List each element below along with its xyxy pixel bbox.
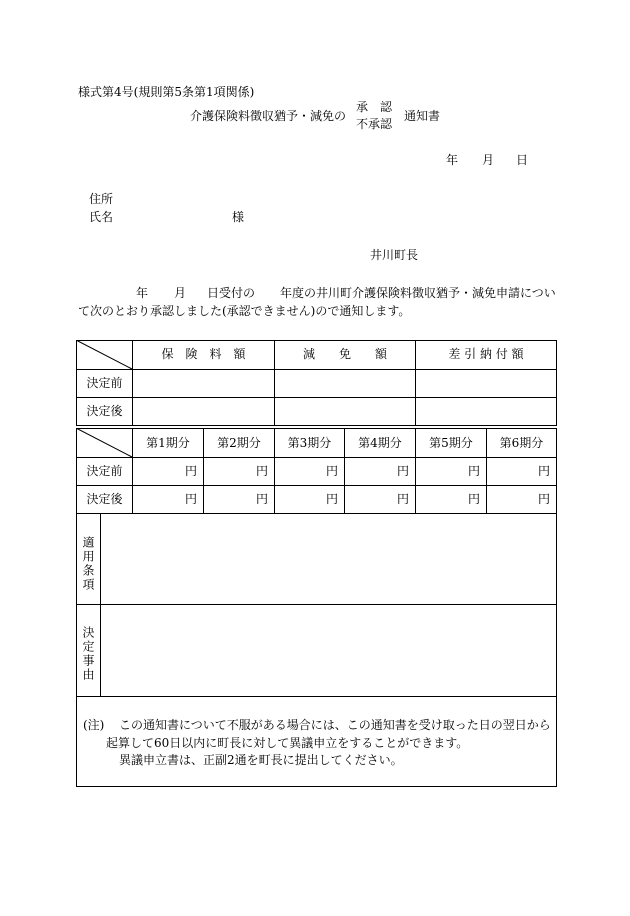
header-period-4: 第4期分 bbox=[358, 436, 402, 450]
yen-unit: 円 bbox=[537, 464, 550, 478]
yen-unit: 円 bbox=[325, 492, 338, 506]
row-label-before: 決定前 bbox=[86, 464, 123, 478]
yen-unit: 円 bbox=[255, 464, 268, 478]
applicable-clause-label: 適用条項 bbox=[81, 536, 95, 592]
yen-unit: 円 bbox=[255, 492, 268, 506]
body-line2: て次のとおり承認しました(承認できません)ので通知します。 bbox=[78, 304, 411, 318]
note-line-1: この通知書について不服がある場合には、この通知書を受け取った日の翌日から bbox=[119, 718, 551, 732]
date-month: 月 bbox=[482, 153, 495, 167]
header-premium: 保 険 料 額 bbox=[161, 347, 246, 361]
yen-unit: 円 bbox=[184, 492, 197, 506]
issuer: 井川町長 bbox=[370, 248, 419, 262]
body-day-received: 日受付の bbox=[207, 286, 256, 300]
yen-unit: 円 bbox=[396, 464, 409, 478]
date-year: 年 bbox=[446, 153, 459, 167]
yen-unit: 円 bbox=[184, 464, 197, 478]
diagonal-header-cell bbox=[76, 428, 133, 458]
body-line1-rest: 年度の井川町介護保険料徴収猶予・減免申請につい bbox=[280, 286, 556, 300]
diagonal-header-cell bbox=[76, 340, 133, 370]
note-line-3: 異議申立書は、正副2通を町長に提出してください。 bbox=[119, 753, 403, 767]
title-option-approve: 承 認 bbox=[356, 100, 393, 114]
yen-unit: 円 bbox=[467, 492, 480, 506]
title-suffix: 通知書 bbox=[404, 109, 441, 123]
decision-reason-label: 決定事由 bbox=[81, 626, 95, 682]
note-line-2: 起算して60日以内に町長に対して異議申立をすることができます。 bbox=[106, 736, 469, 750]
honorific: 様 bbox=[232, 210, 245, 224]
address-label: 住所 bbox=[89, 192, 114, 206]
title-option-reject: 不承認 bbox=[356, 117, 393, 131]
header-period-5: 第5期分 bbox=[429, 436, 473, 450]
header-period-3: 第3期分 bbox=[287, 436, 332, 450]
row-label-after: 決定後 bbox=[86, 492, 123, 506]
row-label-before: 決定前 bbox=[86, 376, 123, 390]
yen-unit: 円 bbox=[325, 464, 338, 478]
row-label-after: 決定後 bbox=[86, 404, 123, 418]
body-year: 年 bbox=[136, 286, 149, 300]
yen-unit: 円 bbox=[467, 464, 480, 478]
header-reduction: 減 免 額 bbox=[302, 347, 387, 361]
header-period-6: 第6期分 bbox=[499, 436, 544, 450]
date-day: 日 bbox=[516, 153, 529, 167]
body-month: 月 bbox=[174, 286, 187, 300]
yen-unit: 円 bbox=[396, 492, 409, 506]
yen-unit: 円 bbox=[537, 492, 550, 506]
header-net-payment: 差 引 納 付 額 bbox=[448, 347, 524, 361]
note-label: (注) bbox=[83, 718, 105, 732]
name-label: 氏名 bbox=[89, 210, 114, 224]
header-period-2: 第2期分 bbox=[217, 436, 261, 450]
title-prefix: 介護保険料徴収猶予・減免の bbox=[190, 109, 347, 123]
form-number: 様式第4号(規則第5条第1項関係) bbox=[78, 85, 255, 99]
header-period-1: 第1期分 bbox=[146, 436, 190, 450]
